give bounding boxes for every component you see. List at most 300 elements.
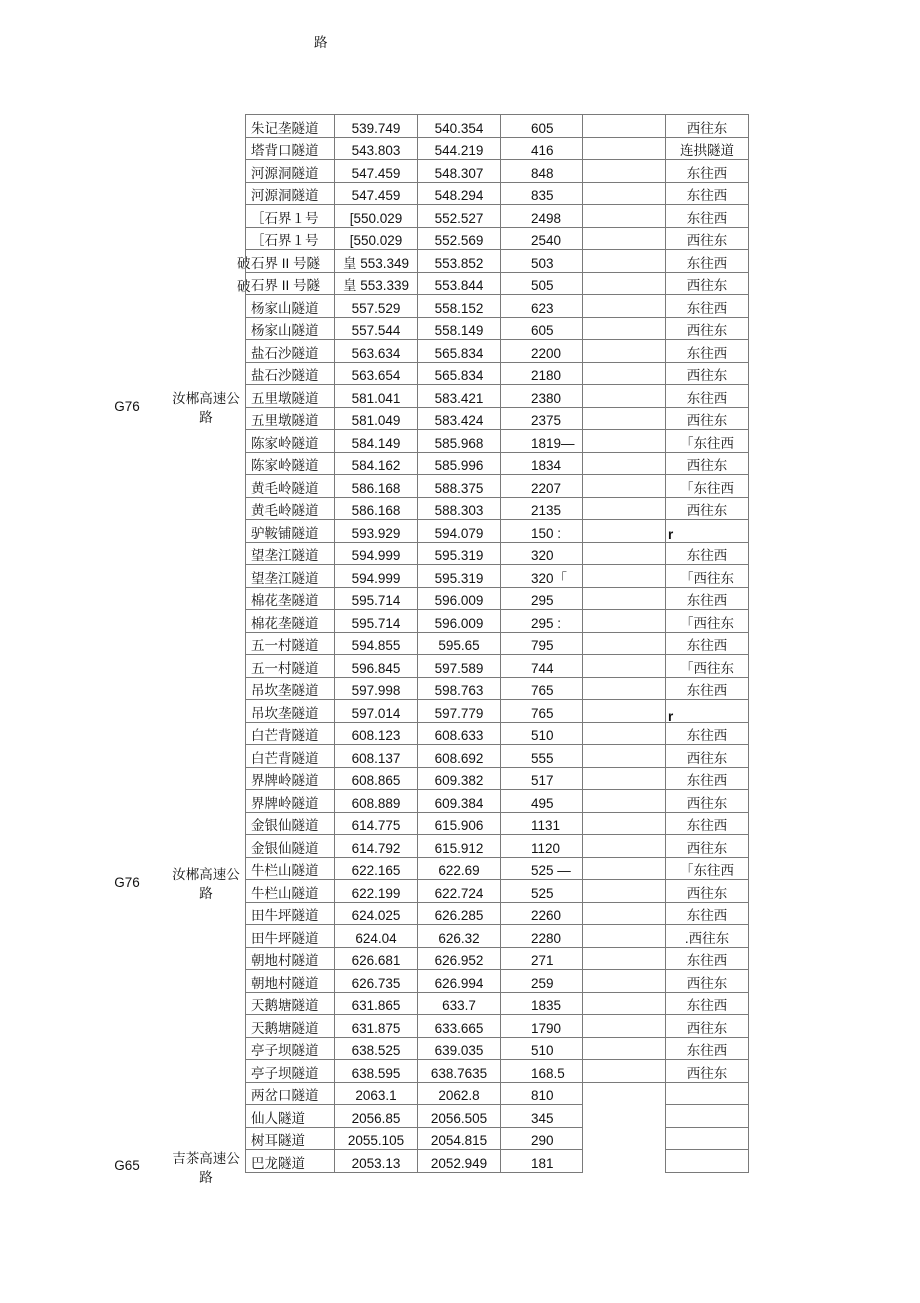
end-km-cell: 558.149	[418, 317, 501, 340]
tunnel-name-cell: 田牛坪隧道	[246, 925, 335, 948]
start-km-cell: 597.998	[335, 677, 418, 700]
tunnel-table	[245, 114, 749, 1173]
tunnel-name-cell: 天鹅塘隧道	[246, 992, 335, 1015]
blank-cell	[583, 250, 666, 273]
blank-cell	[583, 1127, 666, 1150]
tunnel-name-cell: 树耳隧道	[246, 1127, 335, 1150]
start-km-cell: 626.681	[335, 947, 418, 970]
start-km-cell: 595.714	[335, 610, 418, 633]
tunnel-name-cell: 仙人隧道	[246, 1105, 335, 1128]
start-km-cell: 584.162	[335, 452, 418, 475]
direction-cell: 东往西	[666, 767, 749, 790]
length-cell: 290	[501, 1127, 583, 1150]
end-km-cell: 622.69	[418, 857, 501, 880]
blank-cell	[583, 1060, 666, 1083]
table-row	[246, 565, 749, 588]
start-km-cell: 614.792	[335, 835, 418, 858]
start-km-cell: 608.865	[335, 767, 418, 790]
tunnel-name-cell: 巴龙隧道	[246, 1150, 335, 1173]
tunnel-name-cell: 亭子坝隧道	[246, 1037, 335, 1060]
end-km-cell: 596.009	[418, 587, 501, 610]
length-cell: 510	[501, 1037, 583, 1060]
tunnel-name-cell: 黄毛岭隧道	[246, 475, 335, 498]
direction-cell: .西往东	[666, 925, 749, 948]
length-cell: 510	[501, 722, 583, 745]
start-km-cell: 563.654	[335, 362, 418, 385]
table-row	[246, 1060, 749, 1083]
end-km-cell: 544.219	[418, 137, 501, 160]
start-km-cell: 614.775	[335, 812, 418, 835]
start-km-cell: 547.459	[335, 182, 418, 205]
table-row	[246, 407, 749, 430]
start-km-cell: 594.855	[335, 632, 418, 655]
start-km-cell: [550.029	[335, 227, 418, 250]
margin-mark: 破	[237, 256, 251, 271]
blank-cell	[583, 1082, 666, 1105]
blank-cell	[583, 160, 666, 183]
end-km-cell: 595.319	[418, 542, 501, 565]
start-km-cell: 638.595	[335, 1060, 418, 1083]
start-km-cell: 608.889	[335, 790, 418, 813]
start-km-cell: 624.025	[335, 902, 418, 925]
end-km-cell: 2052.949	[418, 1150, 501, 1173]
end-km-cell: 626.994	[418, 970, 501, 993]
table-row	[246, 790, 749, 813]
tunnel-name-cell: 界牌岭隧道	[246, 790, 335, 813]
tunnel-name-cell: 界牌岭隧道	[246, 767, 335, 790]
tunnel-name-cell: 盐石沙隧道	[246, 362, 335, 385]
length-cell: 259	[501, 970, 583, 993]
end-km-cell: 609.384	[418, 790, 501, 813]
length-cell: 295 :	[501, 610, 583, 633]
tunnel-name-cell: 田牛坪隧道	[246, 902, 335, 925]
tunnel-name-cell: 望垄江隧道	[246, 565, 335, 588]
blank-cell	[583, 947, 666, 970]
tunnel-name-cell: 两岔口隧道	[246, 1082, 335, 1105]
end-km-cell: 558.152	[418, 295, 501, 318]
table-row	[246, 1127, 749, 1150]
table-row	[246, 992, 749, 1015]
end-km-cell: 626.32	[418, 925, 501, 948]
start-km-cell: 596.845	[335, 655, 418, 678]
start-km-cell: 595.714	[335, 587, 418, 610]
start-km-cell: 皇 553.339	[335, 272, 418, 295]
length-cell: 2135	[501, 497, 583, 520]
tunnel-name-cell: 黄毛岭隧道	[246, 497, 335, 520]
length-cell: 2380	[501, 385, 583, 408]
tunnel-name-cell: 朝地村隧道	[246, 947, 335, 970]
blank-cell	[583, 790, 666, 813]
tunnel-name-cell: 河源洞隧道	[246, 160, 335, 183]
table-row	[246, 610, 749, 633]
table-row	[246, 475, 749, 498]
length-cell: 525	[501, 880, 583, 903]
blank-cell	[583, 857, 666, 880]
tunnel-name-cell: 天鹅塘隧道	[246, 1015, 335, 1038]
table-row	[246, 587, 749, 610]
table-row	[246, 295, 749, 318]
tunnel-name-cell: 五里墩隧道	[246, 385, 335, 408]
start-km-cell: 皇 553.349	[335, 250, 418, 273]
length-cell: 2260	[501, 902, 583, 925]
table-row	[246, 250, 749, 273]
start-km-cell: 622.199	[335, 880, 418, 903]
start-km-cell: 563.634	[335, 340, 418, 363]
direction-cell: 连拱隧道	[666, 137, 749, 160]
tunnel-name-cell: 杨家山隧道	[246, 317, 335, 340]
end-km-cell: 597.779	[418, 700, 501, 723]
end-km-cell: 615.906	[418, 812, 501, 835]
table-row	[246, 1015, 749, 1038]
direction-cell: 东往西	[666, 1037, 749, 1060]
end-km-cell: 2054.815	[418, 1127, 501, 1150]
table-row	[246, 767, 749, 790]
table-row	[246, 362, 749, 385]
table-row	[246, 655, 749, 678]
direction-cell: 东往西	[666, 992, 749, 1015]
tunnel-name-cell: 牛栏山隧道	[246, 857, 335, 880]
direction-cell: 东往西	[666, 295, 749, 318]
table-row	[246, 340, 749, 363]
end-km-cell: 585.968	[418, 430, 501, 453]
end-km-cell: 540.354	[418, 115, 501, 138]
section-code: G76	[114, 875, 140, 890]
table-row	[246, 880, 749, 903]
start-km-cell: 631.875	[335, 1015, 418, 1038]
table-row	[246, 137, 749, 160]
section-highway-name: 汝郴高速公路	[172, 391, 240, 425]
length-cell: 1120	[501, 835, 583, 858]
direction-cell: 「东往西	[666, 430, 749, 453]
length-cell: 168.5	[501, 1060, 583, 1083]
tunnel-name-cell: 牛栏山隧道	[246, 880, 335, 903]
tunnel-name-cell: 杨家山隧道	[246, 295, 335, 318]
blank-cell	[583, 722, 666, 745]
direction-cell: 东往西	[666, 902, 749, 925]
blank-cell	[583, 1105, 666, 1128]
section-highway-name: 汝郴高速公路	[172, 867, 240, 901]
length-cell: 1819—	[501, 430, 583, 453]
table-row	[246, 745, 749, 768]
length-cell: 1790	[501, 1015, 583, 1038]
direction-cell	[666, 1150, 749, 1173]
length-cell: 765	[501, 677, 583, 700]
direction-cell: 东往西	[666, 677, 749, 700]
direction-cell: 西往东	[666, 1060, 749, 1083]
length-cell: 555	[501, 745, 583, 768]
end-km-cell: 608.692	[418, 745, 501, 768]
length-cell: 765	[501, 700, 583, 723]
direction-cell: 东往西	[666, 947, 749, 970]
start-km-cell: 2056.85	[335, 1105, 418, 1128]
tunnel-name-cell: 塔背口隧道	[246, 137, 335, 160]
direction-cell: 「东往西	[666, 475, 749, 498]
direction-cell: 西往东	[666, 227, 749, 250]
table-row	[246, 1082, 749, 1105]
blank-cell	[583, 902, 666, 925]
blank-cell	[583, 1037, 666, 1060]
table-row	[246, 385, 749, 408]
tunnel-name-cell: ［石界１号	[246, 205, 335, 228]
start-km-cell: 586.168	[335, 475, 418, 498]
direction-cell: 西往东	[666, 497, 749, 520]
length-cell: 150 :	[501, 520, 583, 543]
end-km-cell: 553.852	[418, 250, 501, 273]
table-row	[246, 677, 749, 700]
blank-cell	[583, 362, 666, 385]
direction-cell: 「西往东	[666, 610, 749, 633]
direction-cell: 东往西	[666, 182, 749, 205]
blank-cell	[583, 115, 666, 138]
end-km-cell: 633.665	[418, 1015, 501, 1038]
length-cell: 605	[501, 317, 583, 340]
blank-cell	[583, 565, 666, 588]
table-row	[246, 182, 749, 205]
tunnel-name-cell: 望垄江隧道	[246, 542, 335, 565]
length-cell: 2540	[501, 227, 583, 250]
direction-cell: 东往西	[666, 722, 749, 745]
start-km-cell: 2063.1	[335, 1082, 418, 1105]
tunnel-name-cell: 吊坎垄隧道	[246, 677, 335, 700]
end-km-cell: 588.375	[418, 475, 501, 498]
length-cell: 503	[501, 250, 583, 273]
tunnel-name-cell: 吊坎垄隧道	[246, 700, 335, 723]
tunnel-name-cell: 亭子坝隧道	[246, 1060, 335, 1083]
blank-cell	[583, 812, 666, 835]
tunnel-name-cell: 白芒背隧道	[246, 722, 335, 745]
direction-cell: 东往西	[666, 385, 749, 408]
direction-cell: 东往西	[666, 542, 749, 565]
end-km-cell: 588.303	[418, 497, 501, 520]
end-km-cell: 548.307	[418, 160, 501, 183]
table-row	[246, 1037, 749, 1060]
tunnel-table-body	[246, 115, 749, 1173]
length-cell: 744	[501, 655, 583, 678]
end-km-cell: 552.527	[418, 205, 501, 228]
blank-cell	[583, 970, 666, 993]
blank-cell	[583, 497, 666, 520]
end-km-cell: 608.633	[418, 722, 501, 745]
direction-cell: 西往东	[666, 115, 749, 138]
length-cell: 2207	[501, 475, 583, 498]
table-row	[246, 520, 749, 543]
start-km-cell: 608.137	[335, 745, 418, 768]
table-row	[246, 835, 749, 858]
table-row	[246, 452, 749, 475]
blank-cell	[583, 655, 666, 678]
blank-cell	[583, 767, 666, 790]
length-cell: 517	[501, 767, 583, 790]
direction-cell: 东往西	[666, 205, 749, 228]
start-km-cell: 622.165	[335, 857, 418, 880]
end-km-cell: 2062.8	[418, 1082, 501, 1105]
end-km-cell: 565.834	[418, 362, 501, 385]
table-row	[246, 947, 749, 970]
tunnel-name-cell: 朱记垄隧道	[246, 115, 335, 138]
margin-mark: 破	[237, 279, 251, 294]
tunnel-name-cell: ［石界１号	[246, 227, 335, 250]
direction-cell: 西往东	[666, 272, 749, 295]
length-cell: 2200	[501, 340, 583, 363]
stray-mark: r	[668, 709, 674, 724]
tunnel-name-cell: 驴鞍铺隧道	[246, 520, 335, 543]
end-km-cell: 585.996	[418, 452, 501, 475]
direction-cell: 东往西	[666, 160, 749, 183]
direction-cell: 西往东	[666, 745, 749, 768]
direction-cell: 西往东	[666, 835, 749, 858]
length-cell: 505	[501, 272, 583, 295]
length-cell: 1131	[501, 812, 583, 835]
end-km-cell: 595.65	[418, 632, 501, 655]
end-km-cell: 553.844	[418, 272, 501, 295]
table-row	[246, 925, 749, 948]
end-km-cell: 596.009	[418, 610, 501, 633]
blank-cell	[583, 272, 666, 295]
length-cell: 495	[501, 790, 583, 813]
start-km-cell: 638.525	[335, 1037, 418, 1060]
page-top-label: 路	[314, 35, 328, 50]
tunnel-name-cell: 朝地村隧道	[246, 970, 335, 993]
blank-cell	[583, 520, 666, 543]
start-km-cell: 2053.13	[335, 1150, 418, 1173]
direction-cell: 西往东	[666, 1015, 749, 1038]
blank-cell	[583, 1015, 666, 1038]
length-cell: 1834	[501, 452, 583, 475]
blank-cell	[583, 407, 666, 430]
end-km-cell: 598.763	[418, 677, 501, 700]
direction-cell: 西往东	[666, 880, 749, 903]
blank-cell	[583, 137, 666, 160]
end-km-cell: 622.724	[418, 880, 501, 903]
start-km-cell: 557.544	[335, 317, 418, 340]
table-row	[246, 205, 749, 228]
tunnel-name-cell: 盐石沙隧道	[246, 340, 335, 363]
length-cell: 2180	[501, 362, 583, 385]
length-cell: 795	[501, 632, 583, 655]
table-row	[246, 632, 749, 655]
direction-cell: 西往东	[666, 317, 749, 340]
start-km-cell: 547.459	[335, 160, 418, 183]
blank-cell	[583, 700, 666, 723]
end-km-cell: 594.079	[418, 520, 501, 543]
length-cell: 1835	[501, 992, 583, 1015]
direction-cell	[666, 1127, 749, 1150]
end-km-cell: 583.424	[418, 407, 501, 430]
table-row	[246, 430, 749, 453]
table-row	[246, 1150, 749, 1173]
end-km-cell: 626.285	[418, 902, 501, 925]
start-km-cell: 581.041	[335, 385, 418, 408]
direction-cell: 西往东	[666, 407, 749, 430]
start-km-cell: 584.149	[335, 430, 418, 453]
end-km-cell: 609.382	[418, 767, 501, 790]
tunnel-name-cell: 棉花垄隧道	[246, 587, 335, 610]
end-km-cell: 638.7635	[418, 1060, 501, 1083]
blank-cell	[583, 745, 666, 768]
tunnel-name-cell: 陈家岭隧道	[246, 430, 335, 453]
length-cell: 295	[501, 587, 583, 610]
start-km-cell: 594.999	[335, 565, 418, 588]
end-km-cell: 565.834	[418, 340, 501, 363]
length-cell: 2498	[501, 205, 583, 228]
start-km-cell: 581.049	[335, 407, 418, 430]
direction-cell	[666, 520, 749, 543]
section-code: G65	[114, 1158, 140, 1173]
blank-cell	[583, 610, 666, 633]
start-km-cell: 626.735	[335, 970, 418, 993]
blank-cell	[583, 1150, 666, 1173]
table-row	[246, 700, 749, 723]
direction-cell: 「东往西	[666, 857, 749, 880]
start-km-cell: 557.529	[335, 295, 418, 318]
table-row	[246, 812, 749, 835]
end-km-cell: 2056.505	[418, 1105, 501, 1128]
blank-cell	[583, 542, 666, 565]
table-row	[246, 542, 749, 565]
direction-cell: 西往东	[666, 452, 749, 475]
blank-cell	[583, 925, 666, 948]
tunnel-name-cell: 五里墩隧道	[246, 407, 335, 430]
length-cell: 848	[501, 160, 583, 183]
direction-cell: 西往东	[666, 970, 749, 993]
end-km-cell: 548.294	[418, 182, 501, 205]
length-cell: 181	[501, 1150, 583, 1173]
direction-cell	[666, 700, 749, 723]
end-km-cell: 552.569	[418, 227, 501, 250]
tunnel-name-cell: 五一村隧道	[246, 655, 335, 678]
length-cell: 623	[501, 295, 583, 318]
end-km-cell: 595.319	[418, 565, 501, 588]
length-cell: 320「	[501, 565, 583, 588]
direction-cell: 「西往东	[666, 655, 749, 678]
direction-cell: 东往西	[666, 587, 749, 610]
blank-cell	[583, 340, 666, 363]
length-cell: 345	[501, 1105, 583, 1128]
blank-cell	[583, 182, 666, 205]
blank-cell	[583, 475, 666, 498]
direction-cell	[666, 1082, 749, 1105]
start-km-cell: 539.749	[335, 115, 418, 138]
blank-cell	[583, 227, 666, 250]
length-cell: 835	[501, 182, 583, 205]
tunnel-name-cell: 河源洞隧道	[246, 182, 335, 205]
table-row	[246, 317, 749, 340]
end-km-cell: 639.035	[418, 1037, 501, 1060]
tunnel-name-cell: 金银仙隧道	[246, 812, 335, 835]
direction-cell	[666, 1105, 749, 1128]
direction-cell: 东往西	[666, 340, 749, 363]
end-km-cell: 597.589	[418, 655, 501, 678]
table-row	[246, 970, 749, 993]
start-km-cell: 594.999	[335, 542, 418, 565]
start-km-cell: 624.04	[335, 925, 418, 948]
table-row	[246, 115, 749, 138]
table-row	[246, 857, 749, 880]
start-km-cell: 631.865	[335, 992, 418, 1015]
blank-cell	[583, 880, 666, 903]
tunnel-name-cell: 陈家岭隧道	[246, 452, 335, 475]
stray-mark: r	[668, 527, 674, 542]
start-km-cell: 593.929	[335, 520, 418, 543]
length-cell: 605	[501, 115, 583, 138]
direction-cell: 西往东	[666, 362, 749, 385]
blank-cell	[583, 587, 666, 610]
blank-cell	[583, 632, 666, 655]
tunnel-name-cell: 石界 II 号隧	[246, 272, 335, 295]
table-row	[246, 902, 749, 925]
blank-cell	[583, 677, 666, 700]
end-km-cell: 615.912	[418, 835, 501, 858]
